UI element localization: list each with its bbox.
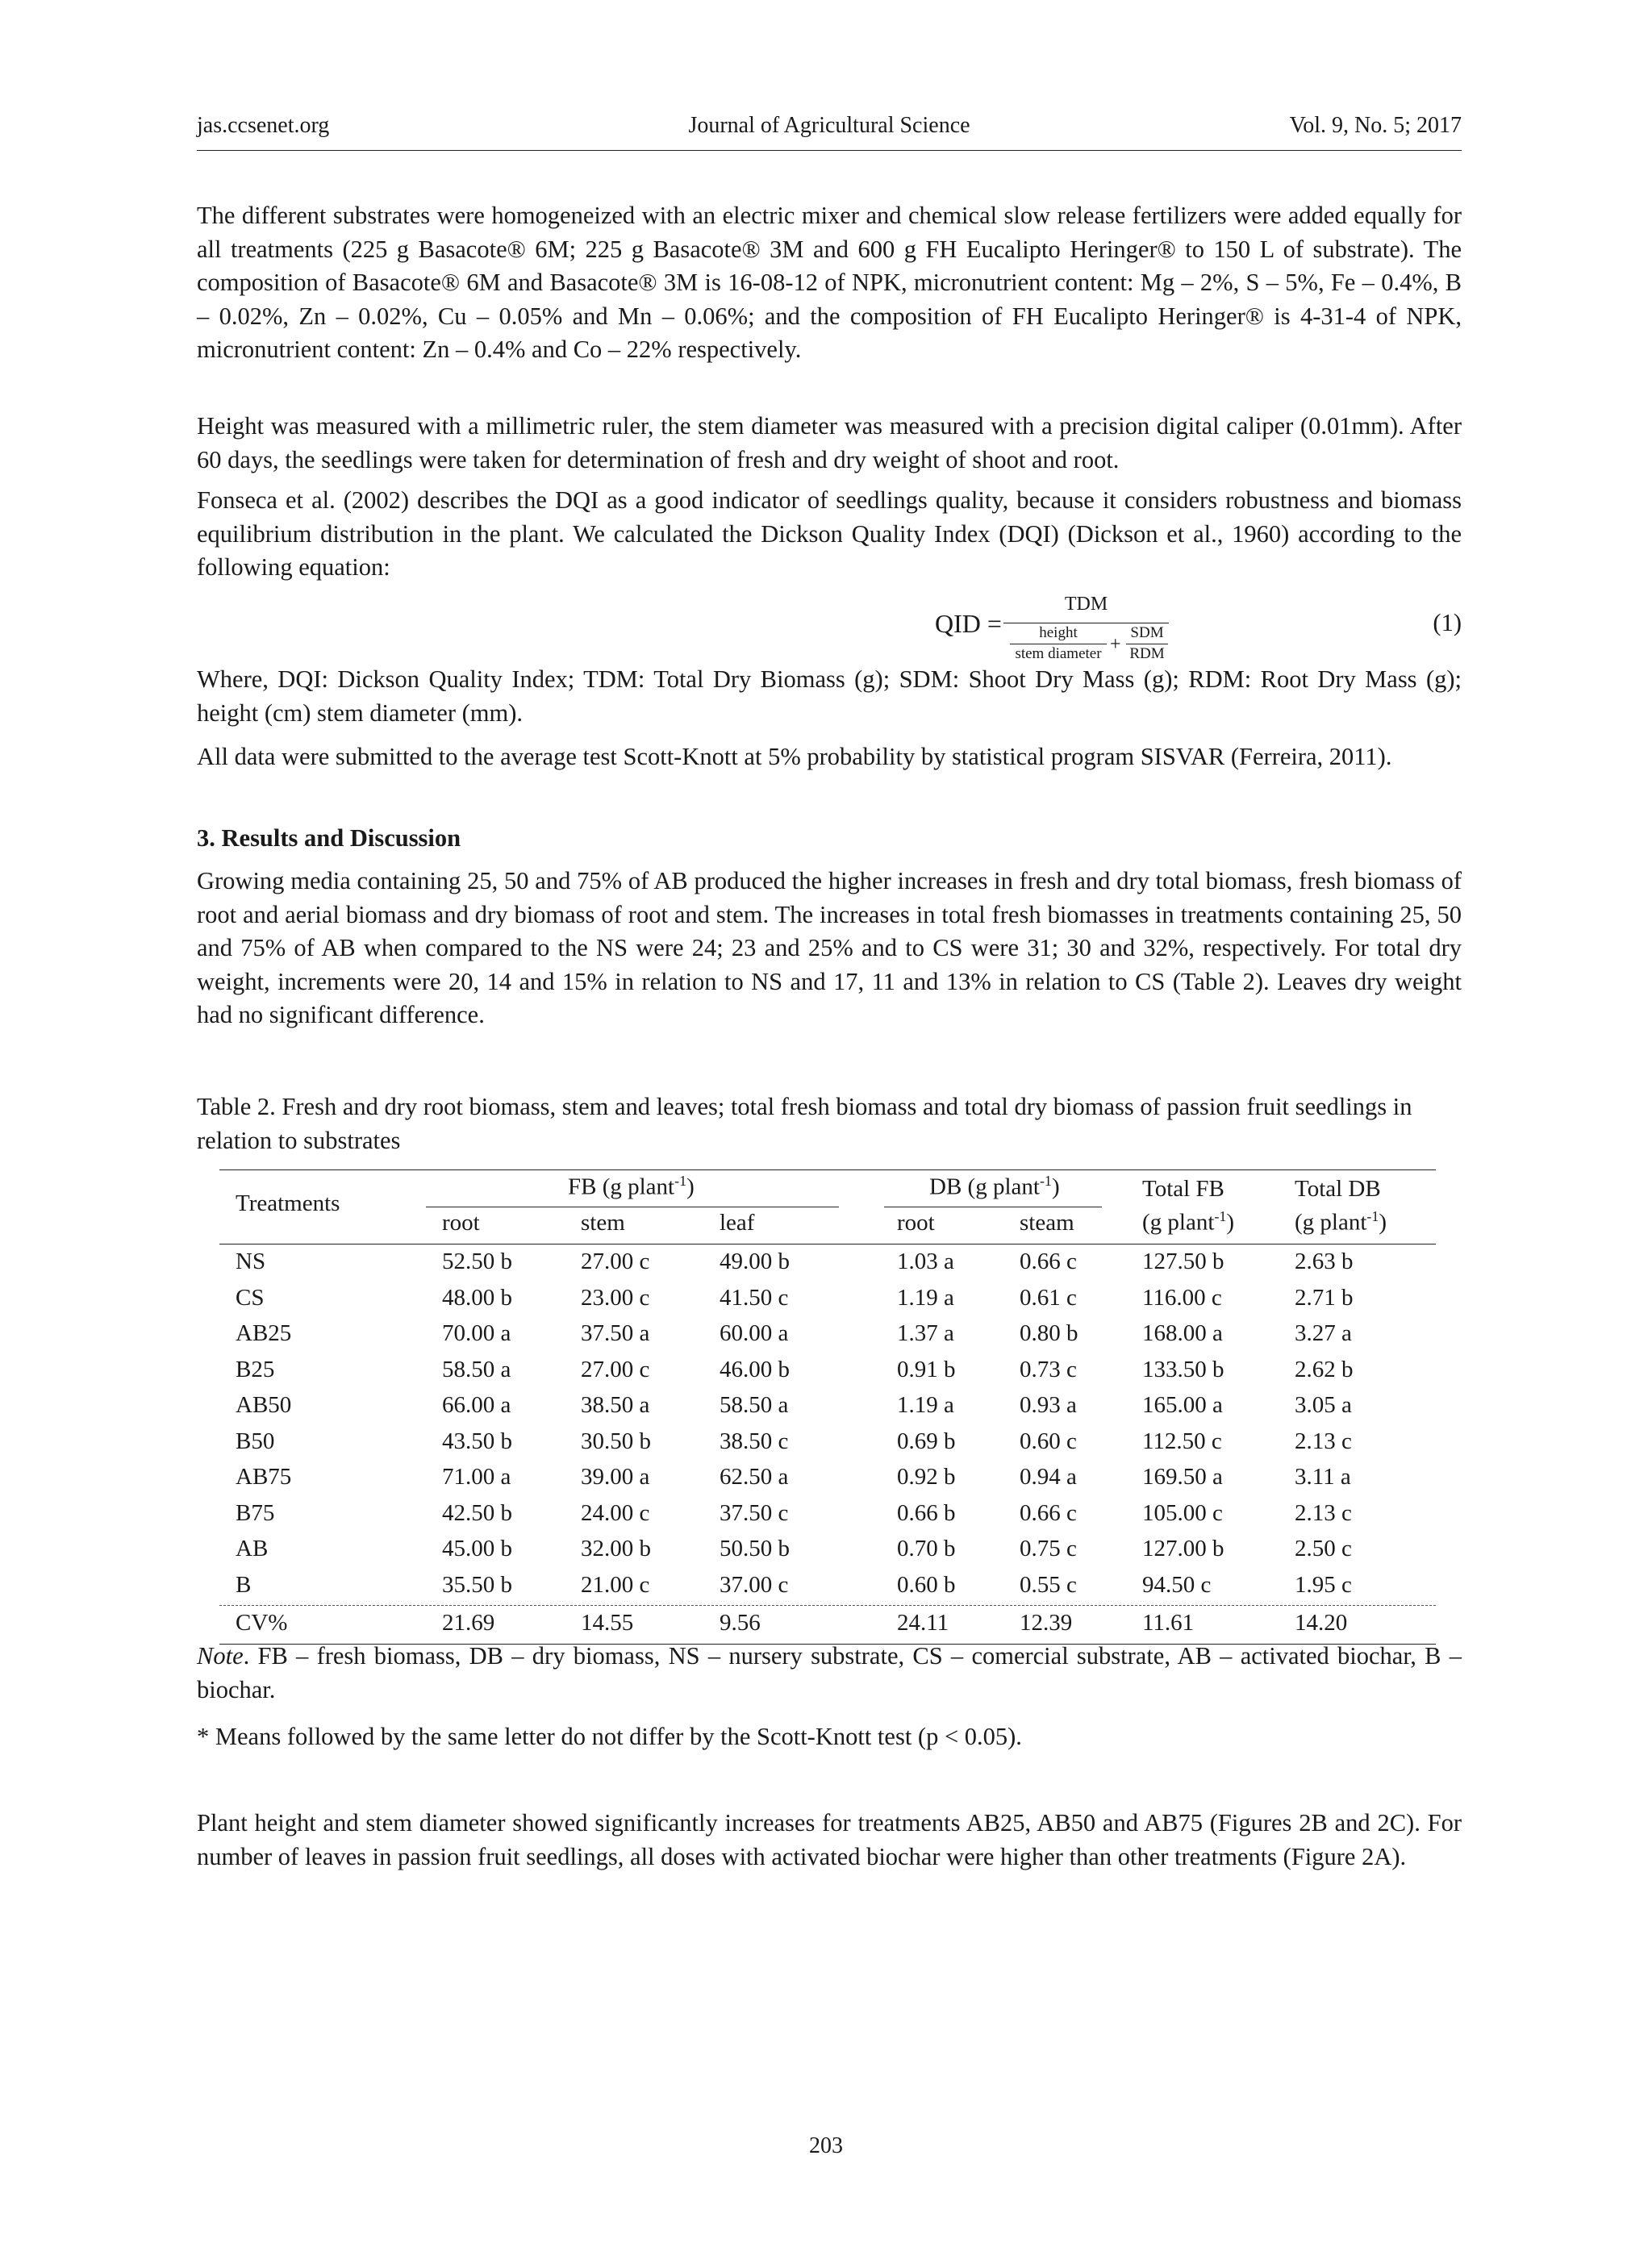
value-cell: 50.50 b <box>720 1536 790 1561</box>
header-db-root: root <box>897 1210 935 1236</box>
value-cell: 32.00 b <box>581 1536 651 1561</box>
value-cell: 0.55 c <box>1020 1571 1077 1598</box>
paragraph-statistics: All data were submitted to the average test Scott-Knott at 5% probability by statistical program SISVAR (Ferreira, 2011). <box>197 743 1392 770</box>
value-cell: 43.50 b <box>442 1428 512 1454</box>
equation-number: (1) <box>1433 609 1462 636</box>
treatment-cell: AB75 <box>236 1464 292 1490</box>
value-cell: 45.00 b <box>442 1536 512 1561</box>
header-fb: FB (g plant$^{-1}$) <box>568 1173 695 1200</box>
value-cell: 24.00 c <box>581 1499 650 1526</box>
treatment-cell: NS <box>236 1249 266 1274</box>
value-cell: 0.70 b <box>897 1536 956 1561</box>
value-cell: 62.50 a <box>720 1464 789 1490</box>
value-cell: 1.03 a <box>897 1249 954 1274</box>
value-cell: 37.50 a <box>581 1320 650 1346</box>
value-cell: 37.00 c <box>720 1571 789 1598</box>
value-cell: 0.61 c <box>1020 1284 1077 1311</box>
header-total-db-unit: (g plant$^{-1}$) <box>1295 1208 1387 1236</box>
header-db-steam: steam <box>1020 1210 1074 1236</box>
value-cell: 105.00 c <box>1142 1499 1223 1526</box>
treatment-cell: AB50 <box>236 1392 292 1418</box>
value-cell: 2.13 c <box>1295 1428 1352 1454</box>
cv-cell: 12.39 <box>1020 1610 1073 1636</box>
value-cell: 35.50 b <box>442 1571 512 1598</box>
value-cell: 46.00 b <box>720 1356 790 1382</box>
value-cell: 0.66 c <box>1020 1249 1077 1274</box>
value-cell: 1.95 c <box>1295 1571 1352 1598</box>
journal-title: Journal of Agricultural Science <box>688 113 970 138</box>
value-cell: 0.69 b <box>897 1428 956 1454</box>
equation-numerator: TDM <box>1064 594 1108 615</box>
equation-sdm: SDM <box>1130 624 1164 641</box>
value-cell: 112.50 c <box>1142 1428 1222 1454</box>
treatment-cell: AB25 <box>236 1320 292 1346</box>
value-cell: 71.00 a <box>442 1464 511 1490</box>
section-heading: 3. Results and Discussion <box>197 824 461 852</box>
treatment-cell: CS <box>236 1284 265 1311</box>
cv-separator <box>219 1605 1436 1606</box>
table-row <box>219 1499 1436 1535</box>
value-cell: 2.71 b <box>1295 1284 1354 1311</box>
value-cell: 38.50 c <box>720 1428 789 1454</box>
value-cell: 30.50 b <box>581 1428 651 1454</box>
cv-cell: 11.61 <box>1142 1610 1195 1636</box>
volume-info: Vol. 9, No. 5; 2017 <box>1289 113 1462 138</box>
value-cell: 1.37 a <box>897 1320 954 1346</box>
value-cell: 0.92 b <box>897 1464 956 1490</box>
value-cell: 60.00 a <box>720 1320 789 1346</box>
table-row <box>219 1247 1436 1283</box>
treatment-cell: B75 <box>236 1499 275 1526</box>
value-cell: 39.00 a <box>581 1464 650 1490</box>
table-row <box>219 1534 1436 1570</box>
header-fb-leaf: leaf <box>720 1210 755 1236</box>
header-fb-stem: stem <box>581 1210 625 1236</box>
value-cell: 0.60 c <box>1020 1428 1077 1454</box>
value-cell: 133.50 b <box>1142 1356 1224 1382</box>
paragraph-results: Growing media containing 25, 50 and 75% of AB produced the higher increases in fresh and dry total biomass, fresh biomass of root and aerial biomass and dry biomass of root and stem. The increases in total fresh biomasses in treatments containing 25, 50 and 75% of AB when compared to the NS were 24; 23 and 25% and to CS were 31; 30 and 32%, respectively. For total dry weight, increments were 20, 14 and 15% in relation to NS and 17, 11 and 13% in relation to CS (Table 2). Leaves dry weight had no significant difference. <box>197 867 1462 1028</box>
value-cell: 127.00 b <box>1142 1536 1224 1561</box>
paragraph-height-diameter: Plant height and stem diameter showed significantly increases for treatments AB25, AB50 and AB75 (Figures 2B and 2C). For number of leaves in passion fruit seedlings, all doses with activated biochar were higher than other treatments (Figure 2A). <box>197 1809 1462 1870</box>
cv-cell: CV% <box>236 1610 288 1636</box>
biomass-table <box>219 1169 1436 1645</box>
table-row <box>219 1283 1436 1320</box>
header-db: DB (g plant$^{-1}$) <box>929 1173 1060 1200</box>
table-row <box>219 1355 1436 1391</box>
value-cell: 116.00 c <box>1142 1284 1222 1311</box>
value-cell: 127.50 b <box>1142 1249 1224 1274</box>
value-cell: 1.19 a <box>897 1284 954 1311</box>
table-note <box>197 1640 1462 1707</box>
value-cell: 3.27 a <box>1295 1320 1352 1346</box>
journal-url: jas.ccsenet.org <box>197 113 330 138</box>
table-row <box>219 1390 1436 1427</box>
treatment-cell: B <box>236 1571 252 1598</box>
value-cell: 70.00 a <box>442 1320 511 1346</box>
equation-lhs: QID = <box>935 609 1002 638</box>
value-cell: 27.00 c <box>581 1356 650 1382</box>
value-cell: 3.05 a <box>1295 1392 1352 1418</box>
table-caption: Table 2. Fresh and dry root biomass, stem and leaves; total fresh biomass and total dry biomass of passion fruit seedlings in relation to substrates <box>197 1093 1412 1154</box>
value-cell: 21.00 c <box>581 1571 650 1598</box>
paragraph-where: Where, DQI: Dickson Quality Index; TDM: Total Dry Biomass (g); SDM: Shoot Dry Mass (g); RDM: Root Dry Mass (g); height (cm) stem diameter (mm). <box>197 665 1462 727</box>
table-row <box>219 1570 1436 1607</box>
page-number: 203 <box>809 2133 843 2158</box>
table-footnote: * Means followed by the same letter do not differ by the Scott-Knott test (p < 0.05). <box>197 1723 1022 1750</box>
value-cell: 0.66 c <box>1020 1499 1077 1526</box>
cv-cell: 14.20 <box>1295 1610 1348 1636</box>
equation-plus: + <box>1110 634 1121 655</box>
paragraph-substrates: The different substrates were homogeneized with an electric mixer and chemical slow release fertilizers were added equally for all treatments (225 g Basacote® 6M; 225 g Basacote® 3M and 600 g FH Eucalipto Heringer® to 150 L of substrate). The composition of Basacote® 6M and Basacote® 3M is 16-08-12 of NPK, micronutrient content: Mg – 2%, S – 5%, Fe – 0.4%, B – 0.02%, Zn – 0.02%, Cu – 0.05% and Mn – 0.06%; and the composition of FH Eucalipto Heringer® is 4-31-4 of NPK, micronutrient content: Zn – 0.4% and Co – 22% respectively. <box>197 202 1462 363</box>
note-text: . FB – fresh biomass, DB – dry biomass, NS – nursery substrate, CS – comercial substrate, AB – activated biochar, B – biochar. <box>197 1642 1462 1703</box>
header-total-fb-unit: (g plant$^{-1}$) <box>1142 1208 1235 1236</box>
equation-stem-diameter: stem diameter <box>1015 645 1102 662</box>
value-cell: 41.50 c <box>720 1284 789 1311</box>
value-cell: 168.00 a <box>1142 1320 1223 1346</box>
value-cell: 37.50 c <box>720 1499 789 1526</box>
value-cell: 0.94 a <box>1020 1464 1077 1490</box>
value-cell: 23.00 c <box>581 1284 650 1311</box>
value-cell: 0.80 b <box>1020 1320 1078 1346</box>
value-cell: 49.00 b <box>720 1249 790 1274</box>
value-cell: 42.50 b <box>442 1499 512 1526</box>
cv-cell: 9.56 <box>720 1610 761 1636</box>
value-cell: 0.60 b <box>897 1571 956 1598</box>
value-cell: 94.50 c <box>1142 1571 1212 1598</box>
value-cell: 169.50 a <box>1142 1464 1223 1490</box>
paragraph-height: Height was measured with a millimetric ruler, the stem diameter was measured with a precision digital caliper (0.01mm). After 60 days, the seedlings were taken for determination of fresh and dry weight of shoot and root. <box>197 412 1462 473</box>
value-cell: 2.13 c <box>1295 1499 1352 1526</box>
value-cell: 3.11 a <box>1295 1464 1351 1490</box>
dqi-equation <box>197 594 1462 666</box>
table-row <box>219 1319 1436 1355</box>
value-cell: 2.50 c <box>1295 1536 1352 1561</box>
treatment-cell: B25 <box>236 1356 275 1382</box>
value-cell: 0.75 c <box>1020 1536 1077 1561</box>
value-cell: 58.50 a <box>720 1392 789 1418</box>
value-cell: 58.50 a <box>442 1356 511 1382</box>
header-rule <box>197 150 1462 151</box>
value-cell: 2.62 b <box>1295 1356 1354 1382</box>
note-label: Note <box>197 1642 244 1670</box>
header-total-db: Total DB <box>1295 1176 1381 1202</box>
value-cell: 27.00 c <box>581 1249 650 1274</box>
value-cell: 0.66 b <box>897 1499 956 1526</box>
cv-cell: 24.11 <box>897 1610 949 1636</box>
table-row <box>219 1462 1436 1499</box>
cv-cell: 14.55 <box>581 1610 634 1636</box>
value-cell: 1.19 a <box>897 1392 954 1418</box>
header-fb-root: root <box>442 1210 480 1236</box>
treatment-cell: B50 <box>236 1428 275 1454</box>
treatment-cell: AB <box>236 1536 269 1561</box>
table-row <box>219 1427 1436 1463</box>
paragraph-dqi: Fonseca et al. (2002) describes the DQI as a good indicator of seedlings quality, because it considers robustness and biomass equilibrium distribution in the plant. We calculated the Dickson Quality Index (DQI) (Dickson et al., 1960) according to the following equation: <box>197 486 1462 581</box>
value-cell: 165.00 a <box>1142 1392 1223 1418</box>
value-cell: 0.73 c <box>1020 1356 1077 1382</box>
value-cell: 52.50 b <box>442 1249 512 1274</box>
header-total-fb: Total FB <box>1142 1176 1224 1202</box>
value-cell: 0.91 b <box>897 1356 956 1382</box>
value-cell: 48.00 b <box>442 1284 512 1311</box>
value-cell: 0.93 a <box>1020 1392 1077 1418</box>
value-cell: 66.00 a <box>442 1392 511 1418</box>
running-header <box>197 113 1462 148</box>
cv-cell: 21.69 <box>442 1610 495 1636</box>
table-top-rule <box>219 1169 1436 1170</box>
equation-rdm: RDM <box>1129 645 1165 662</box>
equation-height: height <box>1039 624 1078 641</box>
value-cell: 38.50 a <box>581 1392 650 1418</box>
header-treatments: Treatments <box>236 1190 340 1216</box>
equation-fraction <box>1003 594 1169 666</box>
value-cell: 2.63 b <box>1295 1249 1354 1274</box>
